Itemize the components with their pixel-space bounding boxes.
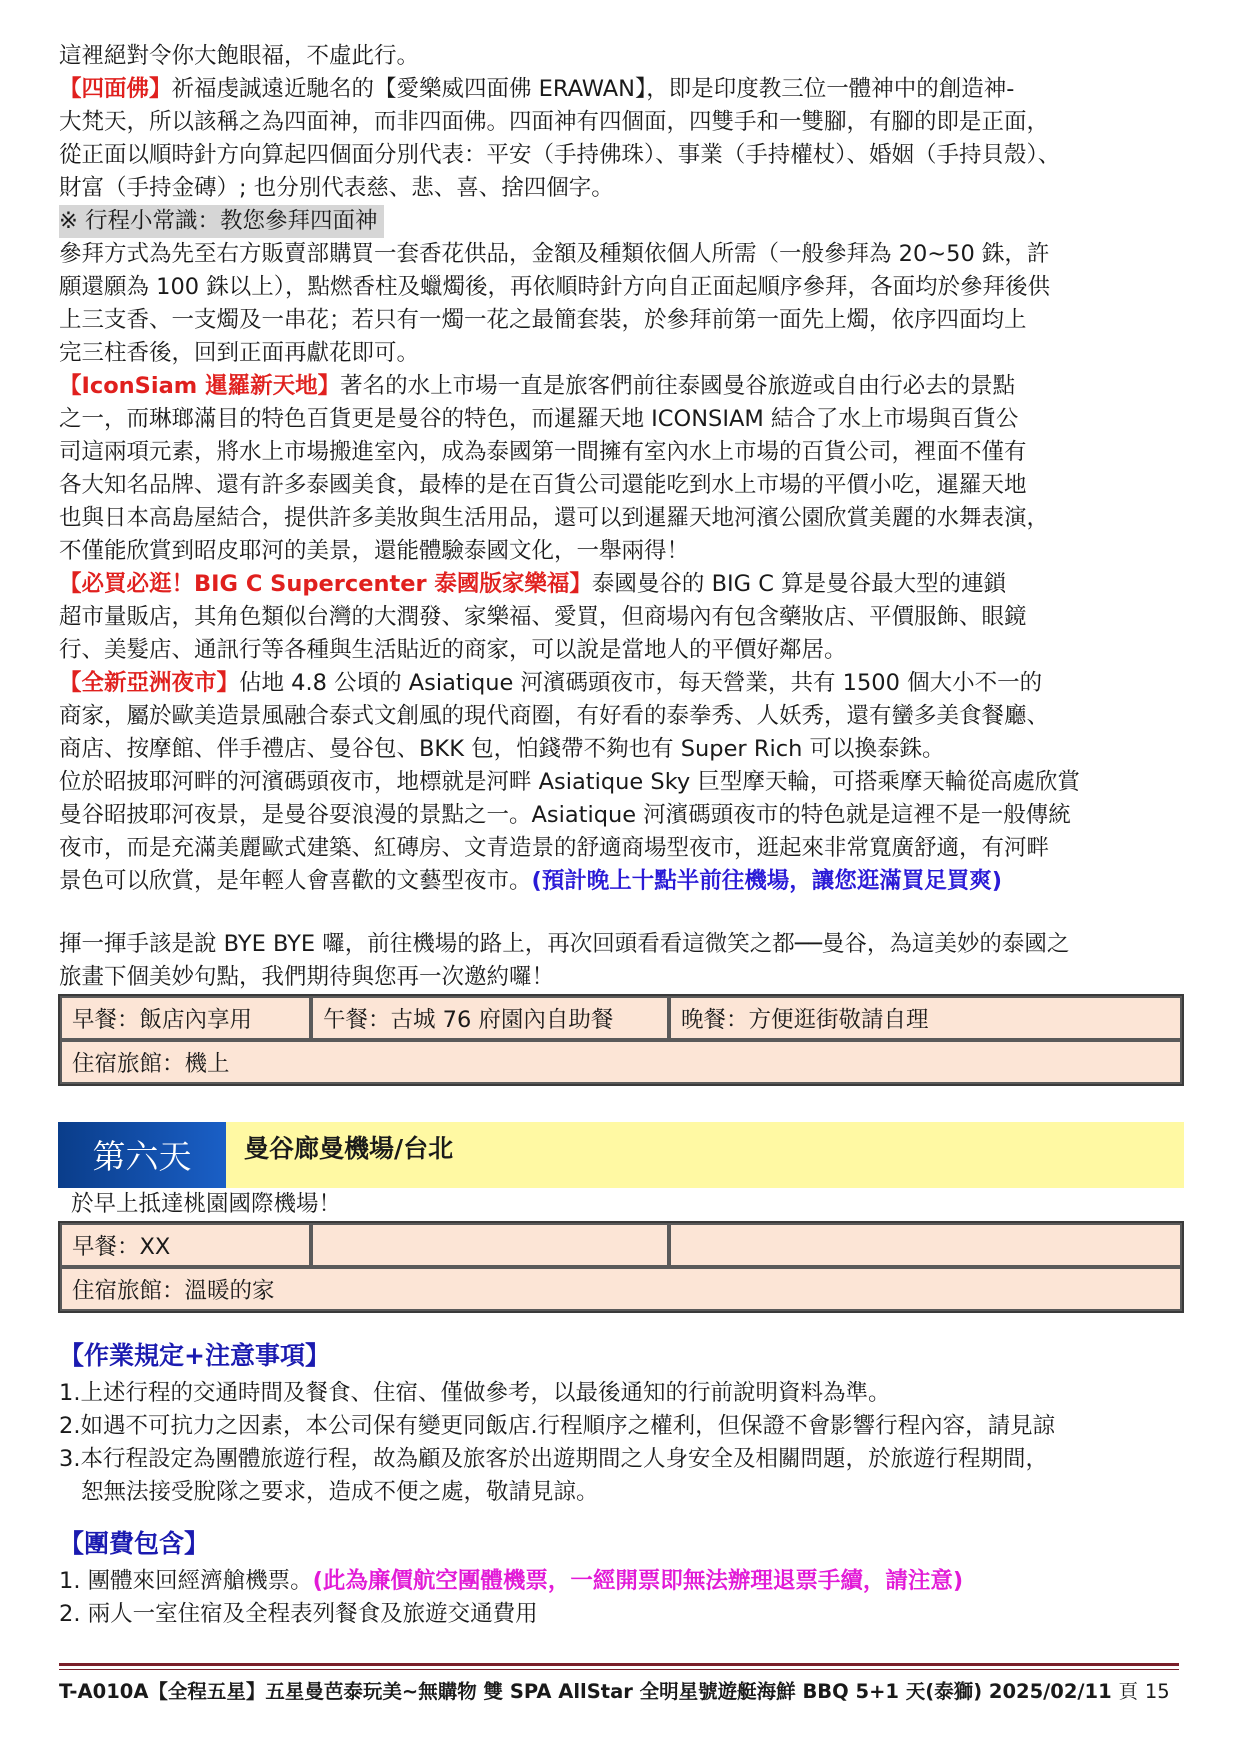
spacer — [59, 898, 1179, 928]
tip-line: 參拜方式為先至右方販賣部購買一套香花供品，金額及種類依個人所需（一般參拜為 20~50 銖，許 — [59, 241, 1050, 267]
tip-line: 上三支香、一支燭及一串花；若只有一燭一花之最簡套裝，於參拜前第一面先上燭，依序四面均上 — [59, 307, 1027, 333]
lunch-cell — [311, 1223, 669, 1267]
ticket-note: (此為廉價航空團體機票，一經開票即無法辦理退票手續，請注意) — [312, 1568, 964, 1594]
dinner-cell — [669, 1223, 1182, 1267]
farewell-line: 旅畫下個美妙句點，我們期待與您再一次邀約囉！ — [59, 964, 555, 990]
rules-item: 2.如遇不可抗力之因素，本公司保有變更同飯店.行程順序之權利，但保證不會影響行程內容，請見諒 — [59, 1413, 1056, 1439]
bigc-text: 泰國曼谷的 BIG C 算是曼谷最大型的連鎖 — [591, 571, 1007, 597]
includes-heading: 【團費包含】 — [59, 1529, 210, 1558]
day6-label: 第六天 — [58, 1122, 229, 1188]
asiatique-line: 商店、按摩館、伴手禮店、曼谷包、BKK 包，怕錢帶不夠也有 Super Rich 可以換泰銖。 — [59, 736, 945, 762]
dinner-cell: 晚餐：方便逛街敬請自理 — [669, 996, 1182, 1040]
day5-meal-table — [58, 994, 1184, 1086]
asiatique-text: 佔地 4.8 公頃的 Asiatique 河濱碼頭夜市，每天營業，共有 1500 個大小不一的 — [239, 670, 1043, 696]
rules-heading: 【作業規定+注意事項】 — [59, 1341, 330, 1370]
bigc-line: 行、美髮店、通訊行等各種與生活貼近的商家，可以說是當地人的平價好鄰居。 — [59, 637, 847, 663]
hotel-cell: 住宿旅館：機上 — [60, 1040, 1182, 1084]
asiatique-last-line — [59, 865, 1179, 898]
footer-text: T-A010A【全程五星】五星曼芭泰玩美~無購物 雙 SPA AllStar 全明星號遊艇海鮮 BBQ 5+1 天(泰獅) 2025/02/11 — [59, 1680, 1112, 1703]
asiatique-line: 夜市，而是充滿美麗歐式建築、紅磚房、文青造景的舒適商場型夜市，逛起來非常寬廣舒適，有河畔 — [59, 835, 1050, 861]
rules-item-continued: 恕無法接受脫隊之要求，造成不便之處，敬請見諒。 — [81, 1479, 599, 1505]
asiatique-line: 曼谷昭披耶河夜景，是曼谷耍浪漫的景點之一。Asiatique 河濱碼頭夜市的特色就是這裡不是一般傳統 — [59, 802, 1071, 828]
day6-meal-table — [58, 1221, 1184, 1313]
asiatique-heading: 【全新亞洲夜市】 — [59, 670, 240, 696]
tip-title: ※ 行程小常識：教您參拜四面神 — [59, 205, 384, 238]
footer-rule — [59, 1663, 1179, 1666]
intro-line: 這裡絕對令你大飽眼福，不虛此行。 — [59, 43, 420, 69]
hotel-cell: 住宿旅館：溫暖的家 — [60, 1267, 1182, 1311]
footer-page-label: 頁 — [1118, 1680, 1139, 1703]
iconsiam-line: 不僅能欣賞到昭皮耶河的美景，還能體驗泰國文化，一舉兩得！ — [59, 538, 690, 564]
farewell-line: 揮一揮手該是說 BYE BYE 囉，前往機場的路上，再次回頭看看這微笑之都──曼谷，為這美妙的泰國之 — [59, 931, 1070, 957]
rules-item: 1.上述行程的交通時間及餐食、住宿、僅做參考，以最後通知的行前說明資料為準。 — [59, 1380, 891, 1406]
iconsiam-paragraph-line — [59, 370, 1179, 403]
footer-rule-thin — [59, 1669, 1179, 1670]
day6-title: 曼谷廊曼機場/台北 — [226, 1122, 1184, 1188]
bigc-line: 超市量販店，其角色類似台灣的大潤發、家樂福、愛買，但商場內有包含藥妝店、平價服飾、眼鏡 — [59, 604, 1027, 630]
asiatique-paragraph-line — [59, 667, 1179, 700]
asiatique-line: 商家，屬於歐美造景風融合泰式文創風的現代商圈，有好看的泰拳秀、人妖秀，還有蠻多美食餐廳、 — [59, 703, 1050, 729]
asiatique-text: 景色可以欣賞，是年輕人會喜歡的文藝型夜市。 — [59, 868, 532, 894]
erawan-line: 大梵天，所以該稱之為四面神，而非四面佛。四面神有四個面，四雙手和一雙腳，有腳的即是正面， — [59, 109, 1050, 135]
asiatique-line: 位於昭披耶河畔的河濱碼頭夜市，地標就是河畔 Asiatique Sky 巨型摩天輪，可搭乘摩天輪從高處欣賞 — [59, 769, 1080, 795]
erawan-line: 從正面以順時針方向算起四個面分別代表：平安（手持佛珠）、事業（手持權杖）、婚姻（手持貝殼）、 — [59, 142, 1061, 168]
erawan-line: 財富（手持金磚）; 也分別代表慈、悲、喜、捨四個字。 — [59, 175, 614, 201]
erawan-text: 祈福虔誠遠近馳名的【愛樂威四面佛 ERAWAN】，即是印度教三位一體神中的創造神- — [171, 76, 1015, 102]
tip-line: 願還願為 100 銖以上），點燃香柱及蠟燭後，再依順時針方向自正面起順序參拜，各面均於參拜後供 — [59, 274, 1051, 300]
footer-page-number: 15 — [1144, 1680, 1170, 1703]
document-page — [59, 40, 1179, 1631]
includes-item — [59, 1565, 1179, 1598]
breakfast-cell: 早餐：飯店內享用 — [60, 996, 311, 1040]
iconsiam-line: 司這兩項元素，將水上市場搬進室內，成為泰國第一間擁有室內水上市場的百貨公司，裡面不僅有 — [59, 439, 1027, 465]
iconsiam-text: 著名的水上市場一直是旅客們前往泰國曼谷旅遊或自由行必去的景點 — [340, 373, 1016, 399]
tip-title-row — [59, 205, 1179, 238]
tip-line: 完三柱香後，回到正面再獻花即可。 — [59, 340, 420, 366]
includes-item-text: 1. 團體來回經濟艙機票。 — [59, 1568, 313, 1594]
day6-header — [58, 1122, 1184, 1188]
airport-note: (預計晚上十點半前往機場，讓您逛滿買足買爽) — [531, 868, 1003, 894]
iconsiam-heading: 【IconSiam 暹羅新天地】 — [59, 373, 341, 399]
day6-description: 於早上抵達桃園國際機場！ — [71, 1191, 342, 1217]
erawan-paragraph-line — [59, 73, 1179, 106]
bigc-heading: 【必買必逛！BIG C Supercenter 泰國版家樂福】 — [59, 571, 592, 597]
rules-item: 3.本行程設定為團體旅遊行程，故為顧及旅客於出遊期間之人身安全及相關問題，於旅遊行程期間， — [59, 1446, 1048, 1472]
includes-item: 2. 兩人一室住宿及全程表列餐食及旅遊交通費用 — [59, 1601, 538, 1627]
iconsiam-line: 也與日本高島屋結合，提供許多美妝與生活用品，還可以到暹羅天地河濱公園欣賞美麗的水舞表演， — [59, 505, 1050, 531]
lunch-cell: 午餐：古城 76 府園內自助餐 — [311, 996, 669, 1040]
breakfast-cell: 早餐：XX — [60, 1223, 311, 1267]
bigc-paragraph-line — [59, 568, 1179, 601]
erawan-heading: 【四面佛】 — [59, 76, 172, 102]
page-footer — [59, 1676, 1179, 1704]
iconsiam-line: 之一，而琳瑯滿目的特色百貨更是曼谷的特色，而暹羅天地 ICONSIAM 結合了水上市場與百貨公 — [59, 406, 1019, 432]
iconsiam-line: 各大知名品牌、還有許多泰國美食，最棒的是在百貨公司還能吃到水上市場的平價小吃，暹羅天地 — [59, 472, 1027, 498]
